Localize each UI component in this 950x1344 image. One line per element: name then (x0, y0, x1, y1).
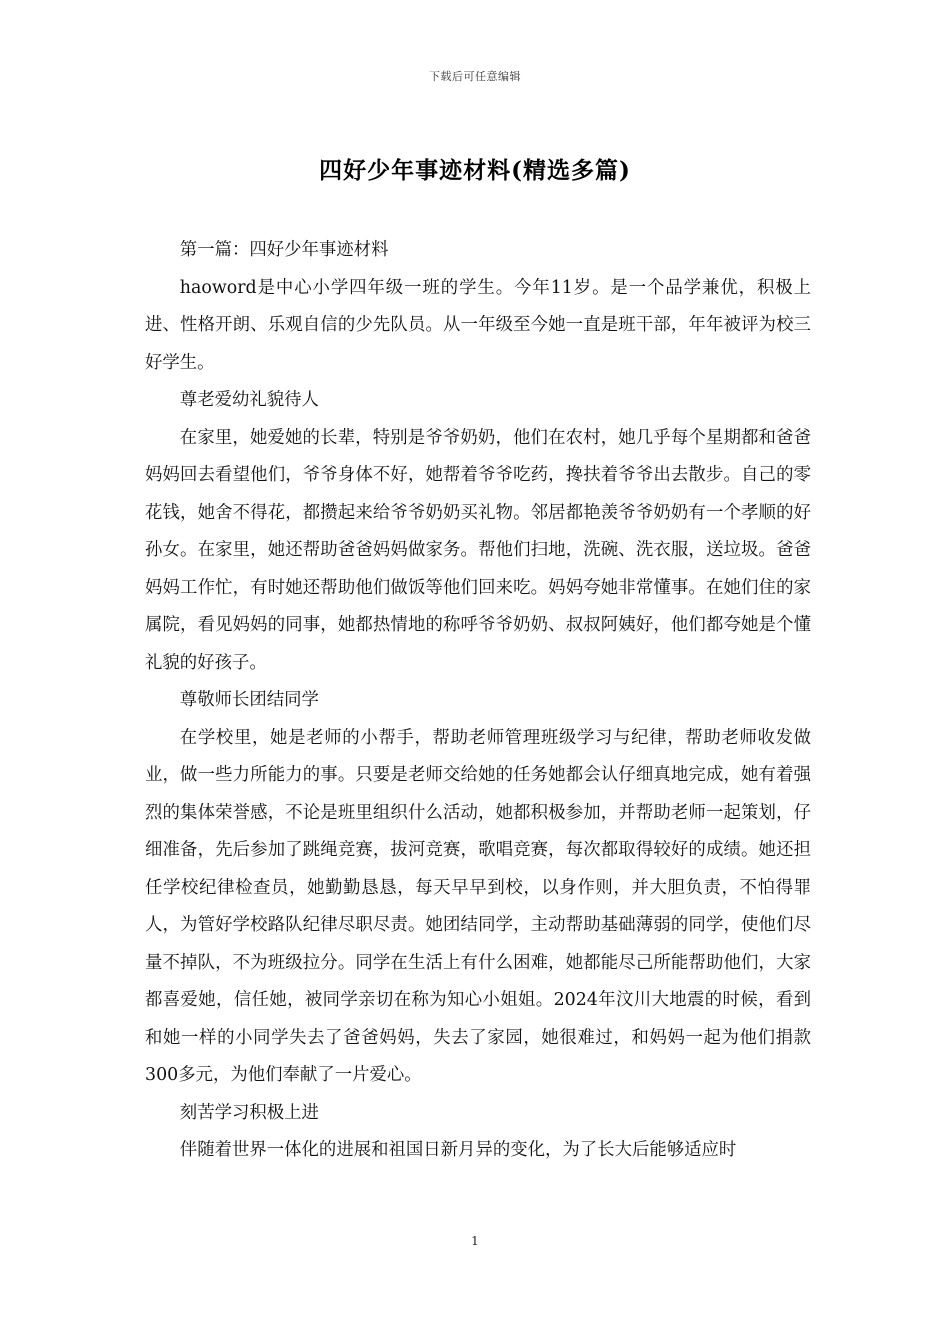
document-title: 四好少年事迹材料(精选多篇) (319, 157, 631, 184)
paragraph-at-school: 在学校里，她是老师的小帮手，帮助老师管理班级学习与纪律，帮助老师收发做业，做一些力所能力的事。只要是老师交给她的任务她都会认仔细真地完成，她有着强烈的集体荣誉感，不论是班里组织什么活动，她都积极参加，并帮助老师一起策划，仔细准备，先后参加了跳绳竞赛，拔河竞赛，歌唱竞赛，每次都取得较好的成绩。她还担任学校纪律检查员，她勤勤恳恳，每天早早到校，以身作则，并大胆负责，不怕得罪人，为管好学校路队纪律尽职尽责。她团结同学，主动帮助基础薄弱的同学，使他们尽量不掉队，不为班级拉分。同学在生活上有什么困难，她都能尽己所能帮助他们，大家都喜爱她，信任她，被同学亲切在称为知心小姐姐。2024年汶川大地震的时候，看到和她一样的小同学失去了爸爸妈妈，失去了家园，她很难过，和妈妈一起为他们捐款300多元，为他们奉献了一片爱心。 (145, 727, 811, 1085)
intro-paragraph: haoword是中心小学四年级一班的学生。今年11岁。是一个品学兼优，积极上进、性格开朗、乐观自信的少先队员。从一年级至今她一直是班干部，年年被评为校三好学生。 (145, 277, 811, 373)
subheading-respect-teachers: 尊敬师长团结同学 (179, 690, 319, 710)
document-body (145, 232, 811, 1170)
paragraph-at-home: 在家里，她爱她的长辈，特别是爷爷奶奶，他们在农村，她几乎每个星期都和爸爸妈妈回去看望他们，爷爷身体不好，她帮着爷爷吃药，搀扶着爷爷出去散步。自己的零花钱，她舍不得花，都攒起来给爷爷奶奶买礼物。邻居都艳羡爷爷奶奶有一个孝顺的好孙女。在家里，她还帮助爸爸妈妈做家务。帮他们扫地，洗碗、洗衣服，送垃圾。爸爸妈妈工作忙，有时她还帮助他们做饭等他们回来吃。妈妈夸她非常懂事。在她们住的家属院，看见妈妈的同事，她都热情地的称呼爷爷奶奶、叔叔阿姨好，他们都夸她是个懂礼貌的好孩子。 (145, 427, 811, 673)
paragraph-study: 伴随着世界一体化的进展和祖国日新月异的变化，为了长大后能够适应时 (179, 1140, 737, 1160)
page-number: 1 (471, 1234, 479, 1248)
subheading-study-hard: 刻苦学习积极上进 (179, 1102, 319, 1123)
section-heading-first: 第一篇：四好少年事迹材料 (179, 240, 389, 260)
subheading-respect-elders: 尊老爱幼礼貌待人 (179, 390, 319, 410)
header-note: 下载后可任意编辑 (429, 70, 521, 83)
